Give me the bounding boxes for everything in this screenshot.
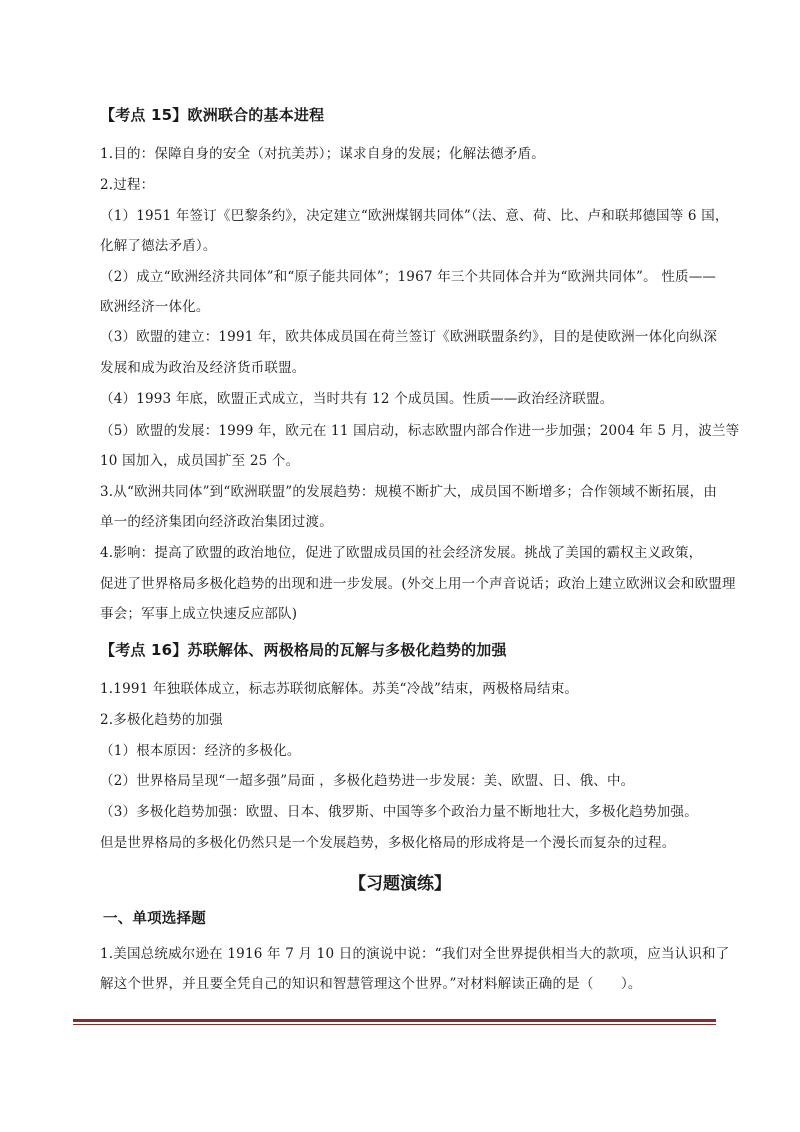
paragraph-multipolar-1: （1）根本原因：经济的多极化。 — [100, 743, 301, 759]
question-1-line-2: 解这个世界，并且要全凭自己的知识和智慧管理这个世界。”对材料解读正确的是（ ）。 — [100, 976, 642, 992]
paragraph-trend-line-2: 单一的经济集团向经济政治集团过渡。 — [100, 514, 333, 530]
paragraph-trend-line-1: 3.从“欧洲共同体”到“欧洲联盟”的发展趋势：规模不断扩大，成员国不断增多；合作领域不断拓展，由 — [100, 484, 718, 500]
paragraph-multipolar-2: （2）世界格局呈现“一超多强”局面 ，多极化趋势进一步发展：美、欧盟、日、俄、中。 — [100, 773, 635, 789]
paragraph-impact-line-3: 事会；军事上成立快速反应部队) — [100, 606, 298, 622]
paragraph-impact-line-1: 4.影响：提高了欧盟的政治地位，促进了欧盟成员国的社会经济发展。挑战了美国的霸权主义政策， — [100, 545, 703, 561]
paragraph-process-1-line-1: （1）1951 年签订《巴黎条约》，决定建立“欧洲煤钢共同体”（法、意、荷、比、卢和联邦德国等 6 国， — [100, 208, 729, 224]
paragraph-process-2-line-2: 欧洲经济一体化。 — [100, 299, 210, 315]
section-heading-kaodian-16: 【考点 16】苏联解体、两极格局的瓦解与多极化趋势的加强 — [100, 641, 507, 659]
paragraph-process-1-line-2: 化解了德法矛盾）。 — [100, 238, 217, 254]
paragraph-process-label: 2.过程： — [100, 177, 155, 193]
paragraph-multipolar-3: （3）多极化趋势加强：欧盟、日本、俄罗斯、中国等多个政治力量不断地壮大，多极化趋势加强。 — [100, 804, 698, 820]
paragraph-cis-founded: 1.1991 年独联体成立，标志苏联彻底解体。苏美“冷战”结束，两极格局结束。 — [100, 681, 579, 697]
exercise-heading: 【习题演练】 — [349, 874, 451, 894]
paragraph-process-4: （4）1993 年底，欧盟正式成立，当时共有 12 个成员国。性质——政治经济联盟。 — [100, 391, 614, 407]
paragraph-impact-line-2: 促进了世界格局多极化趋势的出现和进一步发展。(外交上用一个声音说话；政治上建立欧洲议会和欧盟理 — [100, 576, 736, 592]
footer-rule-thick — [73, 1019, 716, 1022]
question-1-line-1: 1.美国总统威尔逊在 1916 年 7 月 10 日的演说中说：“我们对全世界提供相当大的款项，应当认识和了 — [100, 946, 730, 962]
single-choice-heading: 一、单项选择题 — [103, 911, 206, 927]
paragraph-multipolar-label: 2.多极化趋势的加强 — [100, 712, 223, 728]
paragraph-process-3-line-2: 发展和成为政治及经济货币联盟。 — [100, 360, 306, 376]
footer-rule-thin — [73, 1024, 716, 1025]
paragraph-purpose: 1.目的：保障自身的安全（对抗美苏）；谋求自身的发展；化解法德矛盾。 — [100, 146, 545, 162]
paragraph-process-5-line-1: （5）欧盟的发展：1999 年，欧元在 11 国启动，标志欧盟内部合作进一步加强；2004 年 5 月，波兰等 — [100, 423, 740, 439]
section-heading-kaodian-15: 【考点 15】欧洲联合的基本进程 — [100, 106, 325, 124]
paragraph-process-2-line-1: （2）成立“欧洲经济共同体”和“原子能共同体”；1967 年三个共同体合并为“欧洲共同体”。 性质—— — [100, 269, 717, 285]
paragraph-multipolar-conclusion: 但是世界格局的多极化仍然只是一个发展趋势，多极化格局的形成将是一个漫长而复杂的过程。 — [100, 835, 676, 851]
paragraph-process-3-line-1: （3）欧盟的建立：1991 年，欧共体成员国在荷兰签订《欧洲联盟条约》，目的是使欧洲一体化向纵深 — [100, 329, 718, 345]
paragraph-process-5-line-2: 10 国加入，成员国扩至 25 个。 — [100, 453, 300, 469]
